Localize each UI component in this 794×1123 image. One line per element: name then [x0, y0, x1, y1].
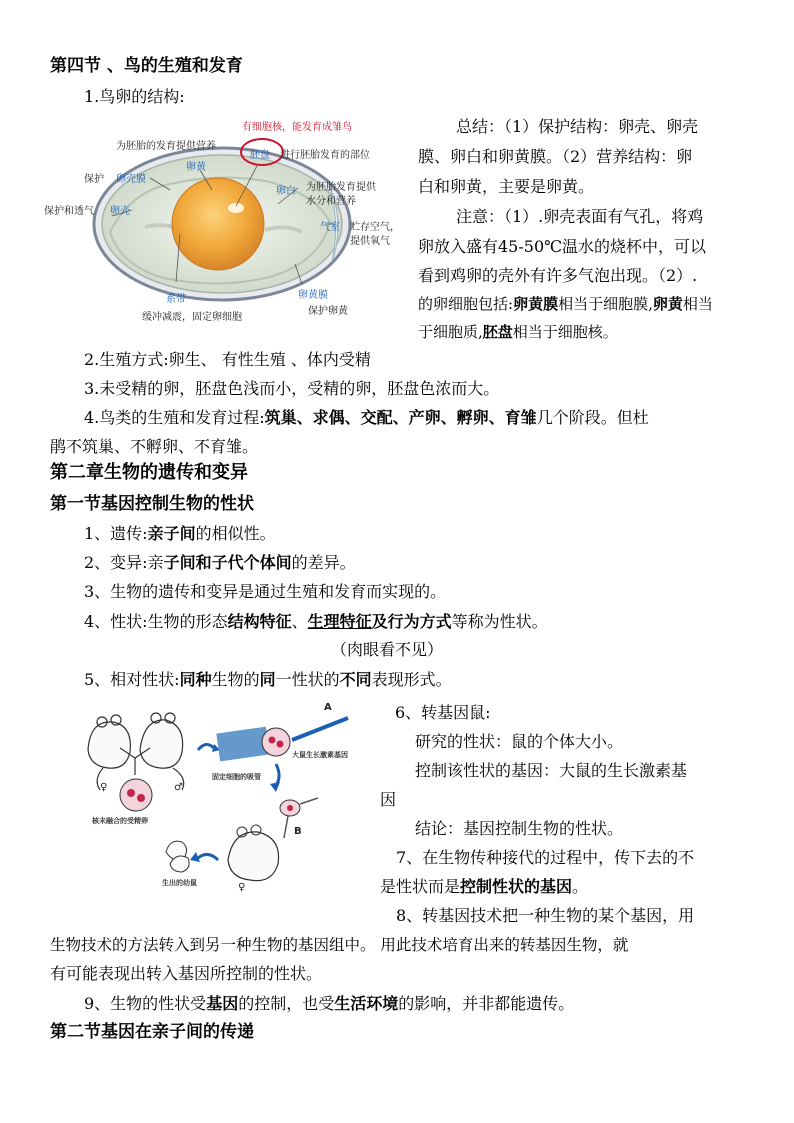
gene-item-8-line-3: 有可能表现出转入基因所控制的性状。 [50, 964, 323, 983]
item-1: 1.鸟卵的结构: [84, 87, 185, 106]
egg-label-yolk-membrane: 卵黄膜 [298, 290, 328, 301]
term: 控制性状的基因 [460, 877, 573, 896]
summary-text: 的卵细胞包括: [418, 295, 514, 313]
summary-text: 相当 [682, 295, 713, 313]
mouse-label-born: 生出的幼鼠 [162, 879, 197, 887]
term: 同种 [179, 670, 212, 689]
term: 子间和子代个体间 [163, 553, 292, 572]
mouse-label-female: ♀ [238, 882, 246, 893]
mouse-label-b: B [294, 826, 302, 837]
term: 结构特征 [227, 612, 292, 631]
summary-line-6: 看到鸡卵的壳外有许多气泡出现。（2）. [418, 266, 698, 285]
section-title: 第二节基因在亲子间的传递 [50, 1022, 254, 1042]
gene-item-6-line-3: 因 [380, 790, 397, 809]
item-4-cont: 鹃不筑巢、不孵卵、不育雏。 [50, 437, 259, 456]
egg-label-germinal-disc: 胚盘 [250, 150, 270, 161]
text: 、 [291, 612, 308, 631]
gene-item-3: 3、生物的遗传和变异是通过生殖和发育而实现的。 [84, 582, 447, 601]
text: 9、生物的性状受 [84, 994, 207, 1013]
term: 及行为方式 [371, 612, 452, 631]
mouse-label-female: ♀ [100, 782, 108, 793]
egg-diagram [40, 112, 420, 332]
item-2: 2.生殖方式:卵生、 有性生殖 、体内受精 [84, 350, 371, 369]
gene-item-4 [84, 612, 784, 632]
gene-item-6-line-4: 结论：基因控制生物的性状。 [415, 819, 624, 838]
term: 基因 [206, 994, 239, 1013]
term: 生活环境 [334, 994, 399, 1013]
summary-line-1: 总结：（1）保护结构：卵壳、卵壳 [456, 117, 699, 136]
gene-item-6-line-1: 研究的性状：鼠的个体大小。 [415, 732, 624, 751]
egg-label-protect: 保护 [84, 174, 104, 185]
summary-text: 相当于细胞核。 [512, 323, 618, 341]
text: 的相似性。 [195, 524, 276, 543]
egg-label-chalaza: 系带 [166, 294, 186, 305]
summary-line-3: 白和卵黄，主要是卵黄。 [418, 177, 595, 196]
term-underlined: 生理特征 [307, 612, 372, 631]
summary-text: 于细胞质, [418, 323, 483, 341]
gene-item-8-line-1: 8、转基因技术把一种生物的某个基因，用 [396, 906, 695, 925]
gene-item-8-line-2: 生物技术的方法转入到另一种生物的基因组中。 用此技术培育出来的转基因生物，就 [50, 936, 629, 954]
text: 2、变异:亲 [84, 553, 164, 572]
gene-item-7-line-1: 7、在生物传种接代的过程中，传下去的不 [396, 848, 695, 867]
summary-line-7 [418, 294, 713, 314]
text: 1、遗传: [84, 524, 148, 543]
egg-label-yolk: 卵黄 [186, 162, 206, 173]
egg-label-albumen-desc1: 为胚胎发育提供 [306, 182, 376, 193]
chapter-title: 第二章生物的遗传和变异 [50, 462, 248, 483]
egg-label-yolk-membrane-desc: 保护卵黄 [308, 306, 348, 317]
text: 。 [572, 877, 589, 896]
gene-item-9 [84, 994, 784, 1014]
mouse-label-male: ♂ [174, 782, 183, 793]
gene-item-6-title: 6、转基因鼠: [395, 703, 491, 722]
egg-label-air-cell: 气室 [320, 222, 340, 233]
text: 5、相对性状: [84, 670, 180, 689]
term: 同 [259, 670, 276, 689]
summary-line-4: 注意：（1）.卵壳表面有气孔，将鸡 [456, 207, 704, 226]
section-title: 第一节基因控制生物的性状 [50, 494, 254, 514]
text: 的差异。 [291, 553, 356, 572]
text: 等称为性状。 [451, 612, 548, 631]
gene-item-2 [84, 553, 784, 573]
transgenic-mouse-diagram [78, 700, 378, 900]
text: 表现形式。 [371, 670, 452, 689]
item-4-text: 4.鸟类的生殖和发育过程: [84, 408, 265, 427]
egg-label-protect-breathe: 保护和透气 [44, 206, 94, 217]
text: 4、性状:生物的形态 [84, 612, 228, 631]
item-4-text: 几个阶段。但杜 [536, 408, 649, 427]
gene-item-4-note: （肉眼看不见） [331, 640, 444, 659]
egg-label-albumen-desc2: 水分和营养 [306, 196, 356, 207]
egg-label-nutrition: 为胚胎的发育提供营养 [116, 141, 216, 152]
summary-term-yolk-membrane: 卵黄膜 [513, 295, 559, 313]
text: 的影响，并非都能遗传。 [398, 994, 575, 1013]
text: 的控制，也受 [238, 994, 335, 1013]
term: 不同 [339, 670, 372, 689]
item-4 [84, 408, 784, 428]
mouse-label-gene: 大鼠生长激素基因 [292, 751, 348, 759]
egg-label-albumen: 卵白 [276, 186, 296, 197]
summary-line-8 [418, 322, 618, 342]
egg-label-air-desc1: 贮存空气， [350, 222, 400, 233]
summary-text: 相当于细胞膜, [558, 295, 653, 313]
section-title: 第四节 、鸟的生殖和发育 [50, 56, 243, 76]
gene-item-6-line-2: 控制该性状的基因：大鼠的生长激素基 [415, 761, 688, 780]
gene-item-1 [84, 524, 784, 544]
summary-line-5: 卵放入盛有45-50℃温水的烧杯中，可以 [418, 237, 707, 256]
item-4-stages: 筑巢、求偶、交配、产卵、孵卵、育雏 [264, 408, 537, 427]
text: 生物的 [211, 670, 260, 689]
gene-item-7-line-2 [380, 877, 588, 897]
egg-label-air-desc2: 提供氧气 [350, 236, 390, 247]
text: 是性状而是 [380, 877, 461, 896]
text: 一性状的 [275, 670, 340, 689]
egg-label-shell: 卵壳 [110, 206, 130, 217]
gene-item-5 [84, 670, 784, 690]
egg-label-germinal-desc: 进行胚胎发育的部位 [280, 150, 370, 161]
egg-label-note: 有细胞核，能发育成雏鸟 [242, 122, 352, 133]
term: 亲子间 [147, 524, 196, 543]
summary-term-germinal-disc: 胚盘 [482, 323, 513, 341]
summary-line-2: 膜、卵白和卵黄膜。（2）营养结构：卵 [418, 147, 693, 166]
summary-term-yolk: 卵黄 [652, 295, 683, 313]
mouse-label-fixed: 固定细胞的吸管 [212, 773, 261, 781]
egg-label-chalaza-desc: 缓冲减震，固定卵细胞 [142, 312, 242, 323]
egg-label-shell-membrane: 卵壳膜 [116, 174, 146, 185]
transgenic-illustration [78, 700, 378, 900]
mouse-label-fertilized: 核未融合的受精卵 [92, 817, 148, 825]
mouse-label-a: A [324, 702, 332, 713]
item-3: 3.未受精的卵，胚盘色浅而小，受精的卵，胚盘色浓而大。 [84, 379, 500, 398]
